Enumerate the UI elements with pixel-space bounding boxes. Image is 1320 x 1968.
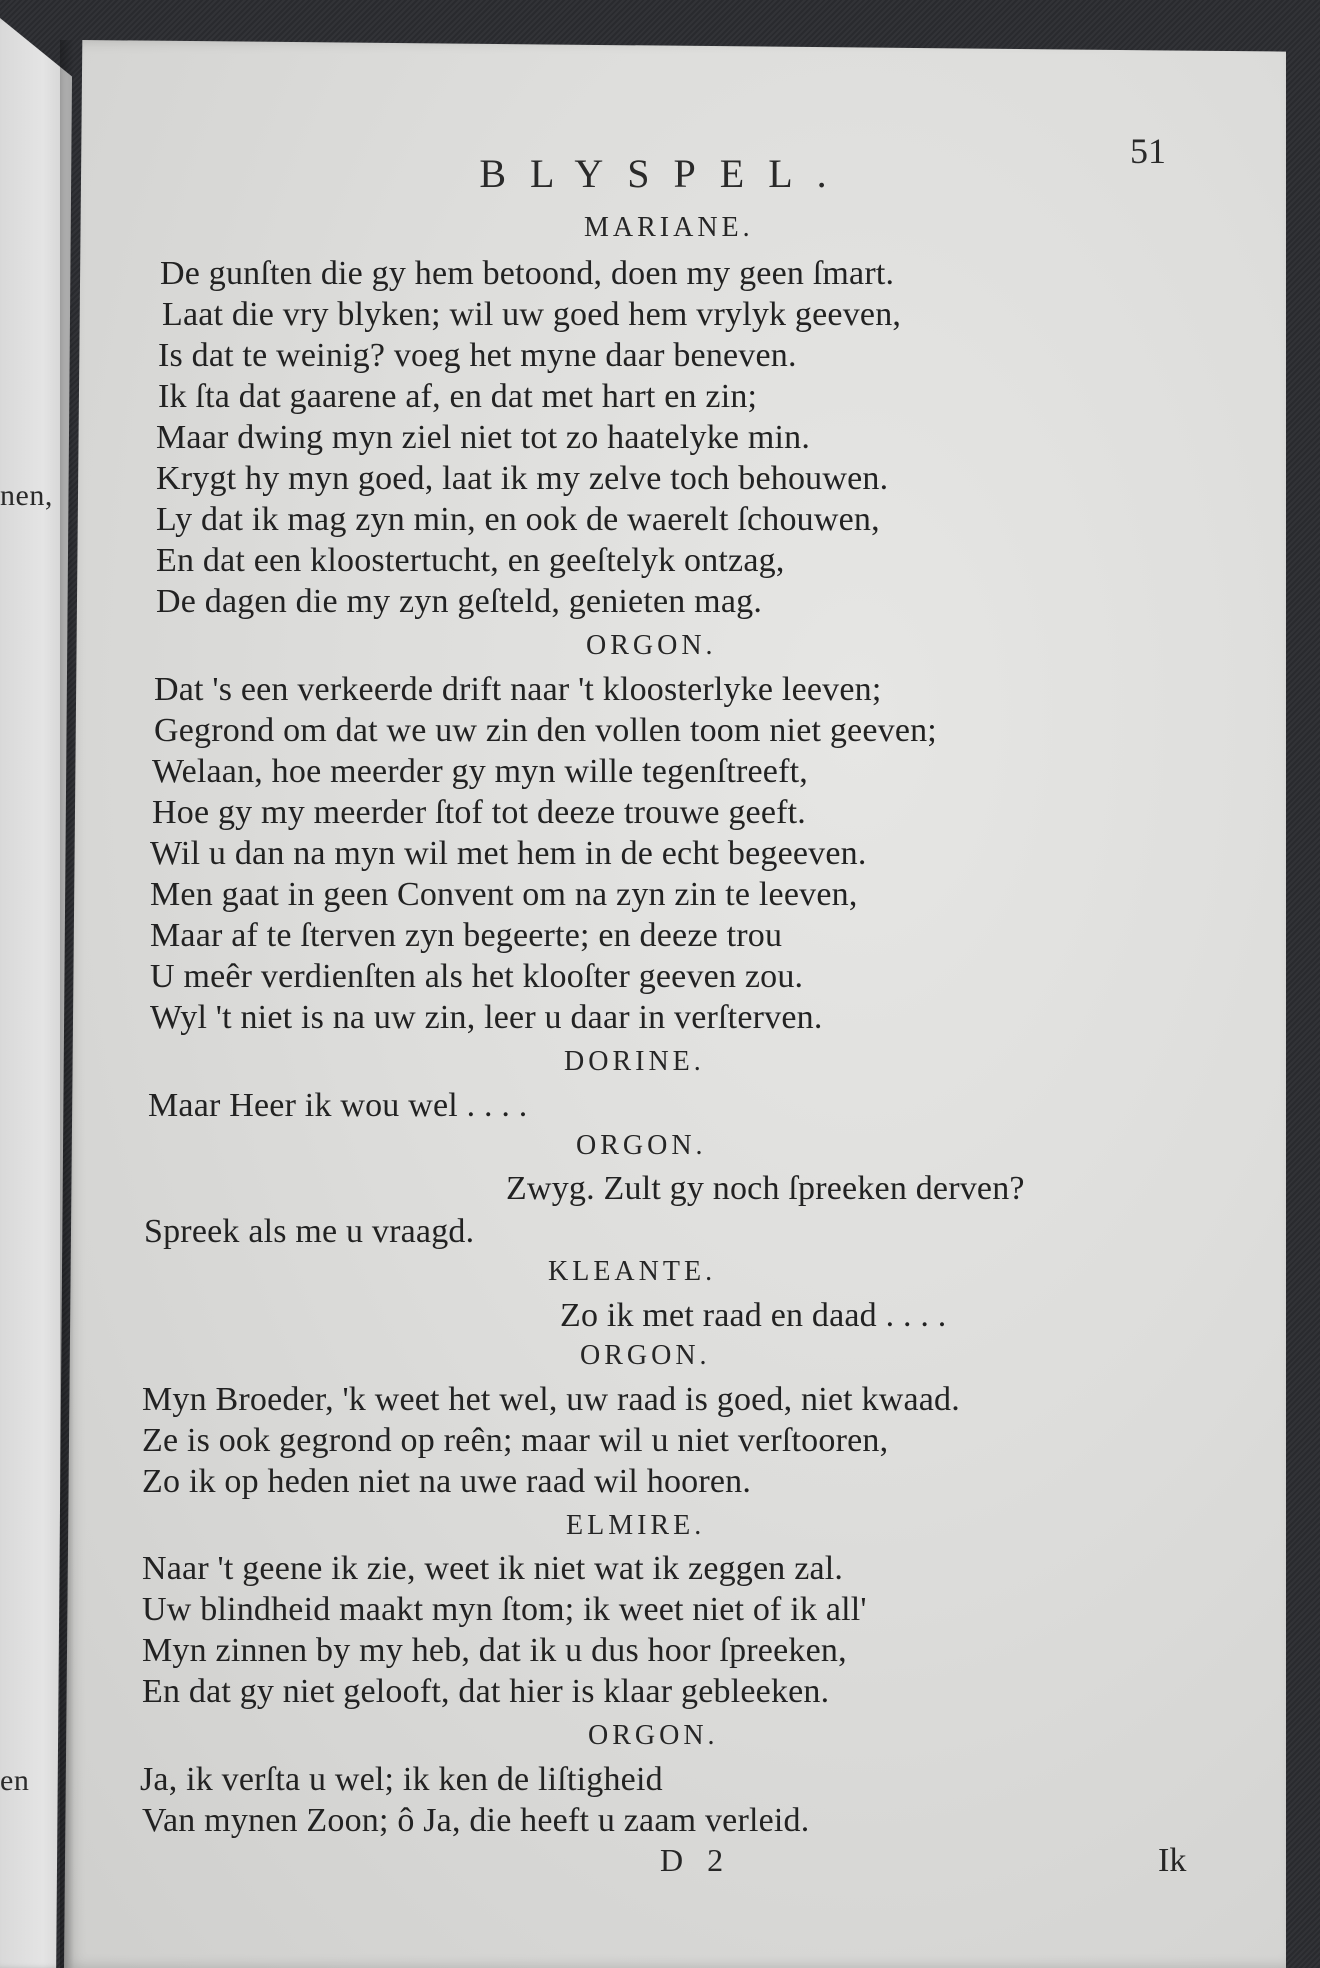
verse-line: Ja, ik verſta u wel; ik ken de liſtigheid bbox=[140, 1761, 663, 1798]
speaker-name: ELMIRE. bbox=[566, 1510, 706, 1541]
verse-line: Welaan, hoe meerder gy myn wille tegenſtreeft, bbox=[152, 753, 808, 790]
verse-line: De dagen die my zyn geſteld, genieten mag. bbox=[156, 583, 763, 620]
verse-line: Maar Heer ik wou wel . . . . bbox=[148, 1087, 528, 1124]
verse-line: Wil u dan na myn wil met hem in de echt begeeven. bbox=[150, 835, 867, 872]
verse-line: Ik ſta dat gaarene af, en dat met hart en zin; bbox=[158, 378, 758, 415]
speaker-name: ORGON. bbox=[588, 1720, 719, 1751]
running-head: BLYSPEL. bbox=[479, 151, 851, 196]
speaker-name: MARIANE. bbox=[584, 212, 754, 243]
verse-line: Zo ik op heden niet na uwe raad wil hooren. bbox=[142, 1463, 752, 1500]
signature-mark: D 2 bbox=[660, 1842, 732, 1878]
verse-line: Is dat te weinig? voeg het myne daar beneven. bbox=[158, 337, 797, 374]
speaker-name: ORGON. bbox=[580, 1340, 711, 1371]
verse-line: En dat een kloostertucht, en geeſtelyk ontzag, bbox=[156, 542, 785, 579]
verse-line: Ze is ook gegrond op reên; maar wil u niet verſtooren, bbox=[142, 1422, 889, 1459]
page-gutter-shadow bbox=[60, 40, 74, 1968]
verse-line: En dat gy niet gelooft, dat hier is klaar gebleeken. bbox=[142, 1673, 830, 1710]
verse-line: Laat die vry blyken; wil uw goed hem vrylyk geeven, bbox=[162, 296, 902, 333]
verse-line: Dat 's een verkeerde drift naar 't kloosterlyke leeven; bbox=[154, 671, 882, 708]
verse-line: Naar 't geene ik zie, weet ik niet wat ik zeggen zal. bbox=[142, 1550, 844, 1587]
speaker-name: ORGON. bbox=[576, 1130, 707, 1161]
verse-line: Zwyg. Zult gy noch ſpreeken derven? bbox=[506, 1170, 1025, 1207]
verse-line: Zo ik met raad en daad . . . . bbox=[560, 1297, 947, 1334]
verse-line: De gunſten die gy hem betoond, doen my geen ſmart. bbox=[160, 255, 895, 292]
verse-line: Krygt hy myn goed, laat ik my zelve toch behouwen. bbox=[156, 460, 889, 497]
page-number: 51 bbox=[1130, 131, 1166, 171]
speaker-name: ORGON. bbox=[586, 630, 717, 661]
catchword: Ik bbox=[1158, 1842, 1187, 1879]
verse-line: Uw blindheid maakt myn ſtom; ik weet niet of ik all' bbox=[142, 1591, 867, 1628]
verse-line: Spreek als me u vraagd. bbox=[144, 1213, 475, 1250]
verse-line: Maar dwing myn ziel niet tot zo haatelyke min. bbox=[156, 419, 811, 456]
verse-line: Myn zinnen by my heb, dat ik u dus hoor ſpreeken, bbox=[142, 1632, 847, 1669]
left-page-text-fragment: nen, bbox=[0, 478, 53, 512]
left-page-text-fragment: en bbox=[0, 1764, 30, 1797]
verse-line: Men gaat in geen Convent om na zyn zin te leeven, bbox=[150, 876, 858, 913]
verse-line: Maar af te ſterven zyn begeerte; en deeze trou bbox=[150, 917, 783, 954]
verse-line: Myn Broeder, 'k weet het wel, uw raad is goed, niet kwaad. bbox=[142, 1381, 960, 1418]
verse-line: U meêr verdienſten als het klooſter geeven zou. bbox=[150, 958, 804, 995]
verse-line: Hoe gy my meerder ſtof tot deeze trouwe geeft. bbox=[152, 794, 806, 831]
verse-line: Gegrond om dat we uw zin den vollen toom niet geeven; bbox=[154, 712, 937, 749]
verse-line: Wyl 't niet is na uw zin, leer u daar in verſterven. bbox=[150, 999, 823, 1036]
speaker-name: DORINE. bbox=[564, 1046, 705, 1077]
verse-line: Van mynen Zoon; ô Ja, die heeft u zaam verleid. bbox=[142, 1802, 810, 1839]
speaker-name: KLEANTE. bbox=[548, 1256, 717, 1287]
verse-line: Ly dat ik mag zyn min, en ook de waerelt ſchouwen, bbox=[156, 501, 880, 538]
